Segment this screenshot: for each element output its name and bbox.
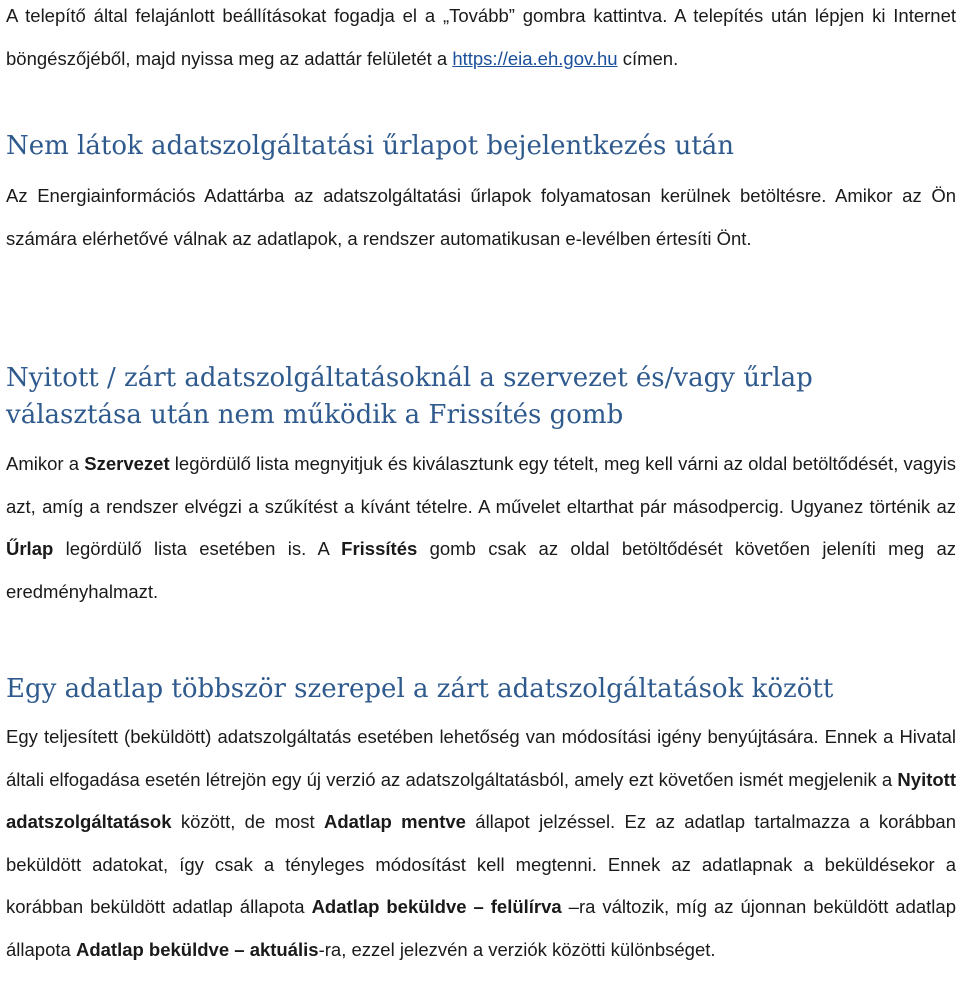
section2-text-1: Amikor a [6,453,85,474]
section3-text-5: -ra, ezzel jelezvén a verziók közötti különbséget. [318,938,716,960]
eia-link[interactable]: https://eia.eh.gov.hu [452,47,618,69]
section2-heading-line2: választása után nem működik a Frissítés gomb [6,400,624,430]
section2-text-4: gomb csak az oldal betöltődését követően jeleníti meg az eredményhalmazt. [6,538,957,602]
section3-bold-aktualis: Adatlap beküldve – aktuális [75,938,319,960]
section2-heading-line1: Nyitott / zárt adatszolgáltatásoknál a szervezet és/vagy űrlap [6,363,813,393]
section2-bold-urlap: Űrlap [6,538,54,559]
section2-bold-frissites: Frissítés [341,538,418,559]
section3-bold-mentve: Adatlap mentve [324,811,466,832]
section2-heading [6,360,956,434]
section1-body: Az Energiainformációs Adattárba az adatszolgáltatási űrlapok folyamatosan kerülnek betöltésre. Amikor az Ön számára elérhetővé válnak az adatlapok, a rendszer automatikusan e-levélben értesíti Önt. [6,185,956,249]
intro-paragraph [6,0,956,80]
section1-heading: Nem látok adatszolgáltatási űrlapot bejelentkezés után [6,131,735,161]
section3-text-1: Egy teljesített (beküldött) adatszolgáltatás esetében lehetőség van módosítási igény benyújtására. Ennek a Hivatal általi elfogadása esetén létrejön egy új verzió az adatszolgáltatásból, amely ezt követően ismét megjelenik a [6,726,956,790]
intro-text-1: A telepítő által felajánlott beállításokat fogadja el a „Tovább” gombra kattintva. A telepítés után lépjen ki Internet böngészőjéből, majd nyissa meg az adattár felületét a [6,5,956,69]
section3-body [6,716,956,971]
section2-bold-szervezet: Szervezet [84,453,170,474]
section3-bold-felulirva: Adatlap beküldve – felülírva [311,896,562,917]
section2-text-2: legördülő lista megnyitjuk és kiválasztunk egy tételt, meg kell várni az oldal betöltődését, vagyis azt, amíg a rendszer elvégzi a szűkítést a kívánt tételre. A művelet eltarthat pár másodpercig. Ugyanez történik az [6,453,956,517]
intro-text-2: címen. [617,47,679,69]
section2-text-3: legördülő lista esetében is. A [53,538,342,559]
section3-heading: Egy adatlap többször szerepel a zárt adatszolgáltatások között [6,674,834,704]
section3-bold-nyitott: Nyitott adatszolgáltatások [6,768,956,832]
section2-body [6,443,956,613]
section3-text-3: állapot jelzéssel. Ez az adatlap tartalmazza a korábban beküldött adatokat, így csak a tényleges módosítást kell megtenni. Ennek az adatlapnak a beküldésekor a korábban beküldött adatlap állapota [6,811,957,917]
section3-text-2: között, de most [171,811,324,832]
section3-text-4: –ra változik, míg az újonnan beküldött adatlap állapota [6,896,956,960]
